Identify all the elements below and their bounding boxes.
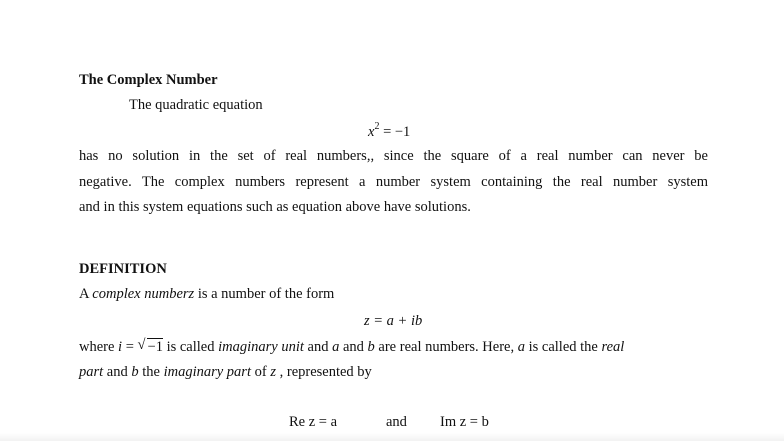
symbol-i: i [118, 339, 123, 355]
complex-form: z = a + ib [364, 313, 423, 329]
symbol-b-2: b [131, 364, 139, 380]
eq1-exponent: 2 [374, 121, 380, 132]
the-text: the [138, 364, 164, 380]
intro-text: The quadratic equation [129, 97, 263, 113]
and-text-1: and [303, 339, 333, 355]
para1-line1: has no solution in the set of real numbers,, since the square of a real number can never be [79, 148, 708, 164]
real-numbers-text: are real numbers. Here, [374, 339, 518, 355]
bottom-fade [0, 433, 784, 441]
symbol-z: z [270, 364, 276, 380]
called-the-text: is called the [524, 339, 602, 355]
definition-line2 [79, 339, 624, 356]
term-real: real [601, 339, 625, 355]
definition-heading: DEFINITION [79, 261, 167, 277]
and-connector: and [386, 414, 407, 430]
symbol-a-2: a [517, 339, 525, 355]
imag-part-formula: Im z = b [440, 414, 489, 430]
and-text-3: and [103, 364, 132, 380]
radical-icon: √ [137, 337, 146, 353]
represented-text: , represented by [275, 364, 372, 380]
definition-line3 [79, 364, 372, 381]
def-z: z [188, 286, 195, 302]
para1-line2: negative. The complex numbers represent a number system containing the real number system [79, 174, 708, 190]
real-part-formula: Re z = a [289, 414, 338, 430]
def-line1-suffix: is a number of the form [194, 286, 335, 302]
called-text: is called [162, 339, 219, 355]
term-imaginary-part: imaginary part [163, 364, 251, 380]
def-line1-prefix: A [79, 286, 93, 302]
equation-1 [368, 121, 411, 141]
sqrt-content: −1 [147, 339, 163, 355]
sqrt-expression [138, 339, 163, 356]
equals-sign: = [122, 339, 138, 355]
symbol-b: b [367, 339, 375, 355]
section-title: The Complex Number [79, 72, 218, 88]
eq1-variable: x [368, 124, 375, 140]
symbol-a: a [332, 339, 340, 355]
definition-line1 [79, 286, 334, 303]
where-text: where [79, 339, 119, 355]
term-part: part [79, 364, 104, 380]
and-text-2: and [339, 339, 368, 355]
def-term-complex-number: complex number [92, 286, 189, 302]
para1-line3: and in this system equations such as equation above have solutions. [79, 199, 471, 215]
eq1-rhs: = −1 [379, 124, 411, 140]
of-text: of [250, 364, 271, 380]
term-imaginary-unit: imaginary unit [218, 339, 304, 355]
